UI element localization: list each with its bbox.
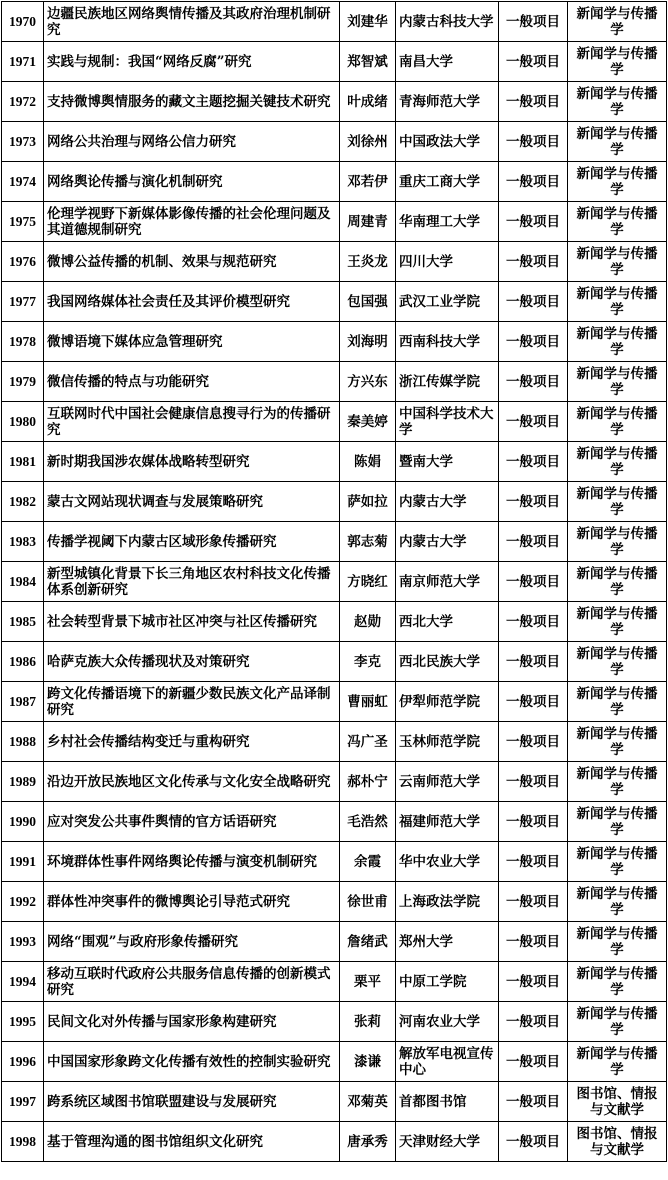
project-table <box>1 1 667 1162</box>
table-row <box>2 802 667 842</box>
project-type-cell: 一般项目 <box>499 482 568 522</box>
principal-investigator-cell: 方兴东 <box>340 362 396 402</box>
row-number-cell: 1974 <box>2 162 44 202</box>
institution-cell: 华中农业大学 <box>396 842 499 882</box>
row-number-cell: 1985 <box>2 602 44 642</box>
project-title-cell: 基于管理沟通的图书馆组织文化研究 <box>44 1122 340 1162</box>
project-title-cell: 互联网时代中国社会健康信息搜寻行为的传播研究 <box>44 402 340 442</box>
project-title-cell: 哈萨克族大众传播现状及对策研究 <box>44 642 340 682</box>
discipline-cell: 新闻学与传播学 <box>568 122 667 162</box>
table-row <box>2 482 667 522</box>
discipline-cell: 新闻学与传播学 <box>568 42 667 82</box>
project-type-cell: 一般项目 <box>499 242 568 282</box>
institution-cell: 中国科学技术大学 <box>396 402 499 442</box>
project-title-cell: 支持微博舆情服务的藏文主题挖掘关键技术研究 <box>44 82 340 122</box>
project-title-cell: 实践与规制：我国“网络反腐”研究 <box>44 42 340 82</box>
principal-investigator-cell: 周建青 <box>340 202 396 242</box>
row-number-cell: 1977 <box>2 282 44 322</box>
table-row <box>2 882 667 922</box>
project-title-cell: 跨系统区域图书馆联盟建设与发展研究 <box>44 1082 340 1122</box>
table-row <box>2 442 667 482</box>
project-type-cell: 一般项目 <box>499 282 568 322</box>
row-number-cell: 1988 <box>2 722 44 762</box>
project-type-cell: 一般项目 <box>499 1122 568 1162</box>
table-row <box>2 722 667 762</box>
institution-cell: 首都图书馆 <box>396 1082 499 1122</box>
project-title-cell: 社会转型背景下城市社区冲突与社区传播研究 <box>44 602 340 642</box>
project-type-cell: 一般项目 <box>499 362 568 402</box>
principal-investigator-cell: 郝朴宁 <box>340 762 396 802</box>
discipline-cell: 新闻学与传播学 <box>568 282 667 322</box>
row-number-cell: 1976 <box>2 242 44 282</box>
row-number-cell: 1980 <box>2 402 44 442</box>
institution-cell: 内蒙古科技大学 <box>396 2 499 42</box>
project-title-cell: 民间文化对外传播与国家形象构建研究 <box>44 1002 340 1042</box>
principal-investigator-cell: 栗平 <box>340 962 396 1002</box>
row-number-cell: 1990 <box>2 802 44 842</box>
project-title-cell: 伦理学视野下新媒体影像传播的社会伦理问题及其道德规制研究 <box>44 202 340 242</box>
project-type-cell: 一般项目 <box>499 42 568 82</box>
institution-cell: 南昌大学 <box>396 42 499 82</box>
institution-cell: 解放军电视宣传中心 <box>396 1042 499 1082</box>
discipline-cell: 新闻学与传播学 <box>568 802 667 842</box>
table-row <box>2 642 667 682</box>
principal-investigator-cell: 刘建华 <box>340 2 396 42</box>
project-type-cell: 一般项目 <box>499 642 568 682</box>
table-row <box>2 162 667 202</box>
table-row <box>2 842 667 882</box>
institution-cell: 玉林师范学院 <box>396 722 499 762</box>
row-number-cell: 1973 <box>2 122 44 162</box>
principal-investigator-cell: 李克 <box>340 642 396 682</box>
principal-investigator-cell: 郭志菊 <box>340 522 396 562</box>
table-row <box>2 42 667 82</box>
institution-cell: 福建师范大学 <box>396 802 499 842</box>
row-number-cell: 1970 <box>2 2 44 42</box>
discipline-cell: 新闻学与传播学 <box>568 242 667 282</box>
table-row <box>2 682 667 722</box>
discipline-cell: 新闻学与传播学 <box>568 82 667 122</box>
table-row <box>2 282 667 322</box>
project-type-cell: 一般项目 <box>499 562 568 602</box>
discipline-cell: 新闻学与传播学 <box>568 482 667 522</box>
principal-investigator-cell: 刘徐州 <box>340 122 396 162</box>
institution-cell: 河南农业大学 <box>396 1002 499 1042</box>
principal-investigator-cell: 刘海明 <box>340 322 396 362</box>
discipline-cell: 新闻学与传播学 <box>568 362 667 402</box>
project-title-cell: 微博语境下媒体应急管理研究 <box>44 322 340 362</box>
project-title-cell: 群体性冲突事件的微博舆论引导范式研究 <box>44 882 340 922</box>
institution-cell: 武汉工业学院 <box>396 282 499 322</box>
table-row <box>2 202 667 242</box>
row-number-cell: 1983 <box>2 522 44 562</box>
project-type-cell: 一般项目 <box>499 882 568 922</box>
principal-investigator-cell: 徐世甫 <box>340 882 396 922</box>
project-type-cell: 一般项目 <box>499 162 568 202</box>
institution-cell: 暨南大学 <box>396 442 499 482</box>
principal-investigator-cell: 邓菊英 <box>340 1082 396 1122</box>
discipline-cell: 新闻学与传播学 <box>568 1042 667 1082</box>
table-row <box>2 1082 667 1122</box>
discipline-cell: 新闻学与传播学 <box>568 962 667 1002</box>
project-type-cell: 一般项目 <box>499 442 568 482</box>
principal-investigator-cell: 唐承秀 <box>340 1122 396 1162</box>
project-title-cell: 中国国家形象跨文化传播有效性的控制实验研究 <box>44 1042 340 1082</box>
discipline-cell: 新闻学与传播学 <box>568 522 667 562</box>
table-row <box>2 322 667 362</box>
row-number-cell: 1979 <box>2 362 44 402</box>
row-number-cell: 1995 <box>2 1002 44 1042</box>
institution-cell: 内蒙古大学 <box>396 482 499 522</box>
discipline-cell: 新闻学与传播学 <box>568 1002 667 1042</box>
project-title-cell: 新时期我国涉农媒体战略转型研究 <box>44 442 340 482</box>
principal-investigator-cell: 叶成绪 <box>340 82 396 122</box>
project-type-cell: 一般项目 <box>499 922 568 962</box>
table-row <box>2 362 667 402</box>
row-number-cell: 1996 <box>2 1042 44 1082</box>
institution-cell: 重庆工商大学 <box>396 162 499 202</box>
table-row <box>2 922 667 962</box>
project-title-cell: 传播学视阈下内蒙古区域形象传播研究 <box>44 522 340 562</box>
project-title-cell: 微信传播的特点与功能研究 <box>44 362 340 402</box>
principal-investigator-cell: 萨如拉 <box>340 482 396 522</box>
project-type-cell: 一般项目 <box>499 202 568 242</box>
discipline-cell: 新闻学与传播学 <box>568 642 667 682</box>
discipline-cell: 新闻学与传播学 <box>568 2 667 42</box>
project-type-cell: 一般项目 <box>499 962 568 1002</box>
institution-cell: 西北民族大学 <box>396 642 499 682</box>
table-row <box>2 242 667 282</box>
project-type-cell: 一般项目 <box>499 722 568 762</box>
principal-investigator-cell: 毛浩然 <box>340 802 396 842</box>
discipline-cell: 图书馆、情报与文献学 <box>568 1122 667 1162</box>
discipline-cell: 新闻学与传播学 <box>568 562 667 602</box>
row-number-cell: 1981 <box>2 442 44 482</box>
table-row <box>2 2 667 42</box>
row-number-cell: 1992 <box>2 882 44 922</box>
row-number-cell: 1989 <box>2 762 44 802</box>
project-type-cell: 一般项目 <box>499 122 568 162</box>
project-title-cell: 沿边开放民族地区文化传承与文化安全战略研究 <box>44 762 340 802</box>
row-number-cell: 1986 <box>2 642 44 682</box>
table-row <box>2 522 667 562</box>
table-row <box>2 122 667 162</box>
institution-cell: 青海师范大学 <box>396 82 499 122</box>
row-number-cell: 1972 <box>2 82 44 122</box>
table-row <box>2 1042 667 1082</box>
discipline-cell: 新闻学与传播学 <box>568 882 667 922</box>
project-type-cell: 一般项目 <box>499 602 568 642</box>
discipline-cell: 新闻学与传播学 <box>568 842 667 882</box>
principal-investigator-cell: 詹绪武 <box>340 922 396 962</box>
principal-investigator-cell: 秦美婷 <box>340 402 396 442</box>
project-type-cell: 一般项目 <box>499 2 568 42</box>
project-title-cell: 网络“围观”与政府形象传播研究 <box>44 922 340 962</box>
discipline-cell: 新闻学与传播学 <box>568 402 667 442</box>
project-type-cell: 一般项目 <box>499 82 568 122</box>
project-title-cell: 网络公共治理与网络公信力研究 <box>44 122 340 162</box>
project-title-cell: 乡村社会传播结构变迁与重构研究 <box>44 722 340 762</box>
principal-investigator-cell: 冯广圣 <box>340 722 396 762</box>
principal-investigator-cell: 陈娟 <box>340 442 396 482</box>
principal-investigator-cell: 包国强 <box>340 282 396 322</box>
principal-investigator-cell: 邓若伊 <box>340 162 396 202</box>
project-title-cell: 环境群体性事件网络舆论传播与演变机制研究 <box>44 842 340 882</box>
project-type-cell: 一般项目 <box>499 762 568 802</box>
project-type-cell: 一般项目 <box>499 842 568 882</box>
discipline-cell: 新闻学与传播学 <box>568 602 667 642</box>
principal-investigator-cell: 王炎龙 <box>340 242 396 282</box>
row-number-cell: 1984 <box>2 562 44 602</box>
row-number-cell: 1975 <box>2 202 44 242</box>
table-row <box>2 602 667 642</box>
project-type-cell: 一般项目 <box>499 522 568 562</box>
institution-cell: 中原工学院 <box>396 962 499 1002</box>
row-number-cell: 1991 <box>2 842 44 882</box>
principal-investigator-cell: 方晓红 <box>340 562 396 602</box>
row-number-cell: 1998 <box>2 1122 44 1162</box>
project-type-cell: 一般项目 <box>499 1002 568 1042</box>
project-title-cell: 跨文化传播语境下的新疆少数民族文化产品译制研究 <box>44 682 340 722</box>
project-title-cell: 移动互联时代政府公共服务信息传播的创新模式研究 <box>44 962 340 1002</box>
project-title-cell: 蒙古文网站现状调查与发展策略研究 <box>44 482 340 522</box>
institution-cell: 西北大学 <box>396 602 499 642</box>
discipline-cell: 图书馆、情报与文献学 <box>568 1082 667 1122</box>
discipline-cell: 新闻学与传播学 <box>568 442 667 482</box>
institution-cell: 郑州大学 <box>396 922 499 962</box>
project-type-cell: 一般项目 <box>499 1042 568 1082</box>
project-title-cell: 微博公益传播的机制、效果与规范研究 <box>44 242 340 282</box>
project-type-cell: 一般项目 <box>499 802 568 842</box>
institution-cell: 浙江传媒学院 <box>396 362 499 402</box>
row-number-cell: 1987 <box>2 682 44 722</box>
row-number-cell: 1994 <box>2 962 44 1002</box>
discipline-cell: 新闻学与传播学 <box>568 322 667 362</box>
project-title-cell: 边疆民族地区网络舆情传播及其政府治理机制研究 <box>44 2 340 42</box>
table-row <box>2 1122 667 1162</box>
discipline-cell: 新闻学与传播学 <box>568 922 667 962</box>
institution-cell: 伊犁师范学院 <box>396 682 499 722</box>
project-type-cell: 一般项目 <box>499 1082 568 1122</box>
institution-cell: 上海政法学院 <box>396 882 499 922</box>
institution-cell: 西南科技大学 <box>396 322 499 362</box>
project-title-cell: 我国网络媒体社会责任及其评价模型研究 <box>44 282 340 322</box>
institution-cell: 华南理工大学 <box>396 202 499 242</box>
table-row <box>2 962 667 1002</box>
project-type-cell: 一般项目 <box>499 682 568 722</box>
discipline-cell: 新闻学与传播学 <box>568 722 667 762</box>
principal-investigator-cell: 郑智斌 <box>340 42 396 82</box>
row-number-cell: 1997 <box>2 1082 44 1122</box>
project-type-cell: 一般项目 <box>499 402 568 442</box>
row-number-cell: 1978 <box>2 322 44 362</box>
discipline-cell: 新闻学与传播学 <box>568 762 667 802</box>
principal-investigator-cell: 张莉 <box>340 1002 396 1042</box>
discipline-cell: 新闻学与传播学 <box>568 162 667 202</box>
principal-investigator-cell: 余霞 <box>340 842 396 882</box>
row-number-cell: 1971 <box>2 42 44 82</box>
table-row <box>2 402 667 442</box>
principal-investigator-cell: 漆谦 <box>340 1042 396 1082</box>
institution-cell: 四川大学 <box>396 242 499 282</box>
row-number-cell: 1993 <box>2 922 44 962</box>
principal-investigator-cell: 赵勋 <box>340 602 396 642</box>
row-number-cell: 1982 <box>2 482 44 522</box>
discipline-cell: 新闻学与传播学 <box>568 682 667 722</box>
institution-cell: 天津财经大学 <box>396 1122 499 1162</box>
project-title-cell: 应对突发公共事件舆情的官方话语研究 <box>44 802 340 842</box>
institution-cell: 中国政法大学 <box>396 122 499 162</box>
table-row <box>2 1002 667 1042</box>
institution-cell: 南京师范大学 <box>396 562 499 602</box>
discipline-cell: 新闻学与传播学 <box>568 202 667 242</box>
project-title-cell: 网络舆论传播与演化机制研究 <box>44 162 340 202</box>
institution-cell: 云南师范大学 <box>396 762 499 802</box>
table-row <box>2 82 667 122</box>
institution-cell: 内蒙古大学 <box>396 522 499 562</box>
project-title-cell: 新型城镇化背景下长三角地区农村科技文化传播体系创新研究 <box>44 562 340 602</box>
principal-investigator-cell: 曹丽虹 <box>340 682 396 722</box>
project-type-cell: 一般项目 <box>499 322 568 362</box>
table-row <box>2 562 667 602</box>
table-row <box>2 762 667 802</box>
